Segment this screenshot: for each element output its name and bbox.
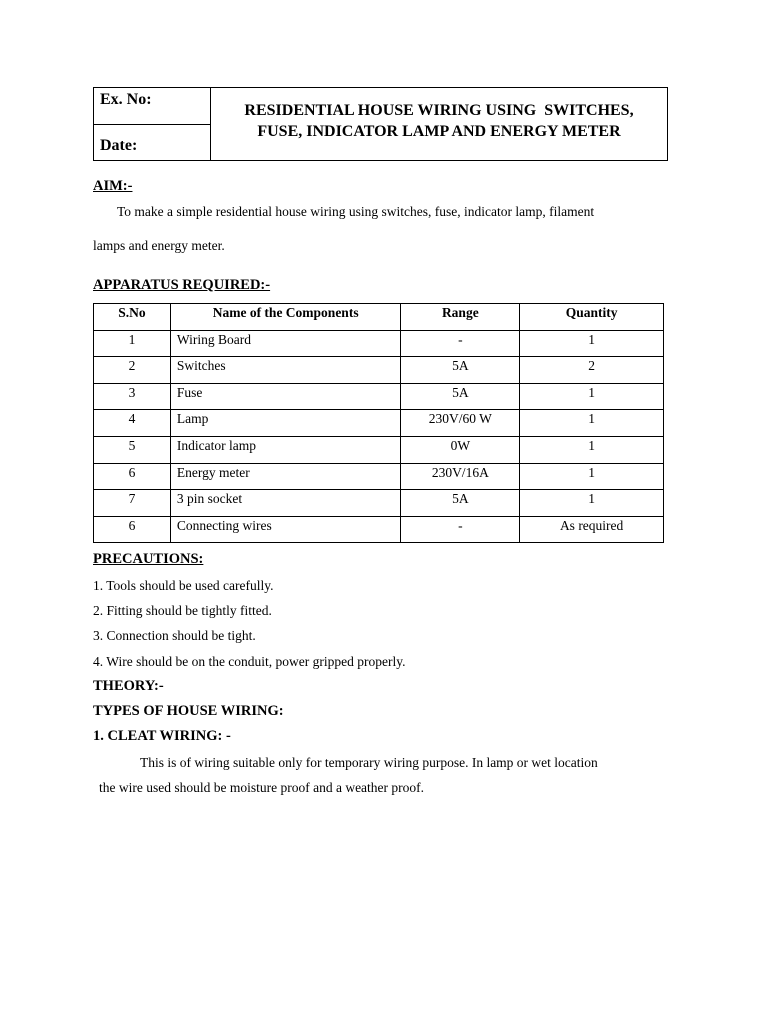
aim-heading: AIM:- [93,178,133,194]
cell-sno: 6 [94,516,171,543]
precaution-item: 3. Connection should be tight. [93,628,256,643]
cell-quantity: 1 [520,490,664,517]
cell-quantity: 2 [520,357,664,384]
table-row [94,490,664,517]
column-header-quantity: Quantity [520,304,664,331]
precautions-heading: PRECAUTIONS: [93,551,204,567]
date-label: Date: [100,137,138,154]
column-header-name: Name of the Components [170,304,401,331]
cell-range: 230V/60 W [401,410,520,437]
cell-range: - [401,516,520,543]
table-row [94,410,664,437]
table-row [94,463,664,490]
header-box [93,87,668,161]
column-header-range: Range [401,304,520,331]
cell-quantity: 1 [520,383,664,410]
cell-range: 5A [401,383,520,410]
cell-name: Connecting wires [170,516,401,543]
cell-sno: 2 [94,357,171,384]
cell-range: 5A [401,357,520,384]
table-row [94,383,664,410]
title-line-2: FUSE, INDICATOR LAMP AND ENERGY METER [257,123,621,140]
cell-sno: 1 [94,330,171,357]
table-row [94,516,664,543]
precaution-item: 2. Fitting should be tightly fitted. [93,603,272,618]
aim-line-1: To make a simple residential house wiring using switches, fuse, indicator lamp, filament [117,204,595,219]
cell-quantity: 1 [520,330,664,357]
cell-name: 3 pin socket [170,490,401,517]
cleat-wiring-line-2: the wire used should be moisture proof and a weather proof. [99,780,425,795]
cell-range: 0W [401,436,520,463]
cell-name: Fuse [170,383,401,410]
cell-sno: 5 [94,436,171,463]
types-of-wiring-heading: TYPES OF HOUSE WIRING: [93,703,284,719]
cell-quantity: As required [520,516,664,543]
title-line-1: RESIDENTIAL HOUSE WIRING USING SWITCHES, [244,102,634,119]
ex-no-label: Ex. No: [94,88,210,125]
cell-quantity: 1 [520,463,664,490]
cell-name: Energy meter [170,463,401,490]
table-row [94,330,664,357]
table-row [94,357,664,384]
cell-name: Switches [170,357,401,384]
cleat-wiring-heading: 1. CLEAT WIRING: - [93,728,231,744]
cell-quantity: 1 [520,436,664,463]
cell-name: Indicator lamp [170,436,401,463]
aim-line-2: lamps and energy meter. [93,238,225,253]
precaution-item: 4. Wire should be on the conduit, power gripped properly. [93,654,406,669]
experiment-title [211,100,667,142]
cell-range: 230V/16A [401,463,520,490]
cell-range: 5A [401,490,520,517]
cell-sno: 4 [94,410,171,437]
precaution-item: 1. Tools should be used carefully. [93,578,274,593]
cell-name: Lamp [170,410,401,437]
table-header-row [94,304,664,331]
table-row [94,436,664,463]
cell-name: Wiring Board [170,330,401,357]
cell-range: - [401,330,520,357]
header-left-column [94,88,211,160]
cell-sno: 7 [94,490,171,517]
cell-sno: 6 [94,463,171,490]
column-header-sno: S.No [94,304,171,331]
cell-quantity: 1 [520,410,664,437]
cleat-wiring-line-1: This is of wiring suitable only for temporary wiring purpose. In lamp or wet location [140,755,598,770]
cell-sno: 3 [94,383,171,410]
apparatus-table [93,303,664,543]
apparatus-heading: APPARATUS REQUIRED:- [93,277,271,293]
theory-heading: THEORY:- [93,678,164,694]
